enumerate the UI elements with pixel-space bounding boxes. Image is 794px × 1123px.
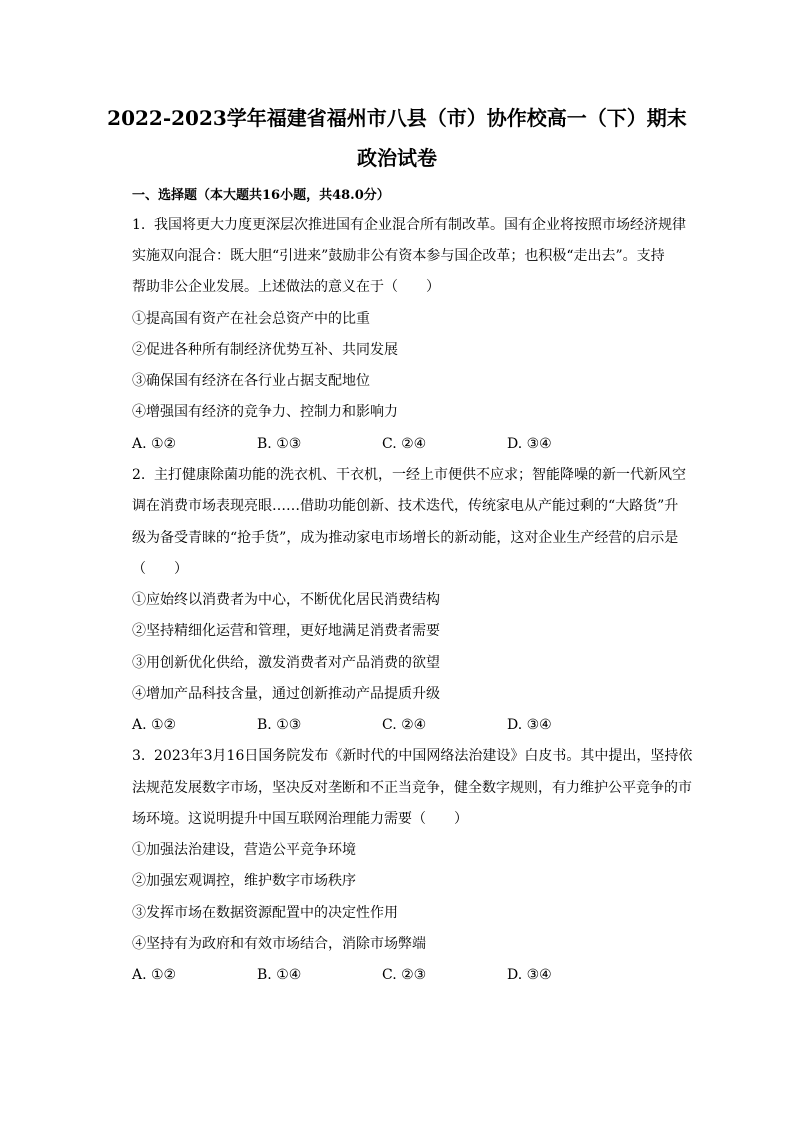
- statement: ①应始终以消费者为中心，不断优化居民消费结构: [132, 592, 440, 608]
- statement: ②促进各种所有制经济优势互补、共同发展: [132, 342, 398, 358]
- option-d[interactable]: D. ③④: [507, 436, 552, 452]
- option-b[interactable]: B. ①④: [257, 967, 302, 983]
- question-text-line: 法规范发展数字市场，坚决反对垄断和不正当竞争，健全数字规则，有力维护公平竞争的市: [132, 780, 692, 796]
- statement: ④增加产品科技含量，通过创新推动产品提质升级: [132, 686, 440, 702]
- option-c[interactable]: C. ②④: [382, 717, 427, 733]
- question-number: 3.: [132, 748, 146, 764]
- exam-title-line-2: 政治试卷: [357, 146, 437, 170]
- question-text-line: 3. 2023年3月16日国务院发布《新时代的中国网络法治建设》白皮书。其中提出，坚持依: [132, 748, 693, 764]
- question-number: 1.: [132, 217, 146, 233]
- statement: ④增强国有经济的竞争力、控制力和影响力: [132, 404, 398, 420]
- option-a[interactable]: A. ①②: [132, 436, 177, 452]
- statement: ③用创新优化供给，激发消费者对产品消费的欲望: [132, 655, 440, 671]
- statement: ③确保国有经济在各行业占据支配地位: [132, 373, 370, 389]
- statement: ③发挥市场在数据资源配置中的决定性作用: [132, 905, 398, 921]
- section-heading: 一、选择题（本大题共16小题，共48.0分）: [132, 188, 390, 203]
- option-c[interactable]: C. ②④: [382, 436, 427, 452]
- statement: ④坚持有为政府和有效市场结合，消除市场弊端: [132, 936, 426, 952]
- option-a[interactable]: A. ①②: [132, 717, 177, 733]
- question-text-line: （ ）: [132, 561, 188, 577]
- option-b[interactable]: B. ①③: [257, 717, 302, 733]
- question-text-line: 调在消费市场表现亮眼……借助功能创新、技术迭代，传统家电从产能过剩的“大路货”升: [132, 498, 679, 514]
- question-text-line: 级为备受青睐的“抢手货”，成为推动家电市场增长的新动能，这对企业生产经营的启示是: [132, 530, 679, 546]
- question-text-line: 场环境。这说明提升中国互联网治理能力需要（ ）: [132, 811, 468, 827]
- statement: ②加强宏观调控，维护数字市场秩序: [132, 873, 356, 889]
- question-text-line: 实施双向混合：既大胆“引进来”鼓励非公有资本参与国企改革；也积极“走出去”。支持: [132, 248, 665, 264]
- question-text-line: 帮助非公企业发展。上述做法的意义在于（ ）: [132, 279, 440, 295]
- question-text-line: 1. 我国将更大力度更深层次推进国有企业混合所有制改革。国有企业将按照市场经济规律: [132, 217, 686, 233]
- question-text-line: 2. 主打健康除菌功能的洗衣机、干衣机，一经上市便供不应求；智能降噪的新一代新风空: [132, 467, 686, 483]
- statement: ①加强法治建设，营造公平竞争环境: [132, 842, 356, 858]
- option-d[interactable]: D. ③④: [507, 717, 552, 733]
- statement: ①提高国有资产在社会总资产中的比重: [132, 311, 370, 327]
- option-b[interactable]: B. ①③: [257, 436, 302, 452]
- statement: ②坚持精细化运营和管理，更好地满足消费者需要: [132, 623, 440, 639]
- option-a[interactable]: A. ①②: [132, 967, 177, 983]
- question-number: 2.: [132, 467, 146, 483]
- exam-title-line-1: 2022-2023学年福建省福州市八县（市）协作校高一（下）期末: [107, 106, 687, 130]
- option-c[interactable]: C. ②③: [382, 967, 427, 983]
- option-d[interactable]: D. ③④: [507, 967, 552, 983]
